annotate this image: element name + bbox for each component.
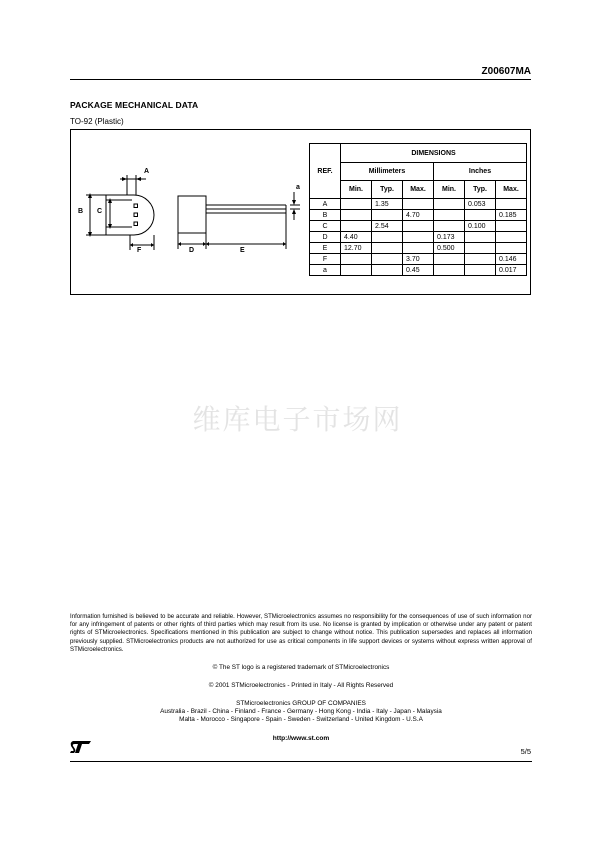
website-link[interactable]: http://www.st.com <box>272 735 330 742</box>
value-cell: 0.053 <box>465 199 496 210</box>
table-row <box>310 199 527 210</box>
value-cell <box>403 232 434 243</box>
trademark-note: © The ST logo is a registered trademark of STMicroelectronics <box>212 664 390 671</box>
value-cell <box>372 265 403 276</box>
value-cell <box>341 210 372 221</box>
value-cell <box>465 210 496 221</box>
country-list-2: Malta - Morocco - Singapore - Spain - Sweden - Switzerland - United Kingdom - U.S.A <box>179 716 423 723</box>
millimeters-header: Millimeters <box>341 163 434 181</box>
dim-label-b: B <box>78 208 84 215</box>
ref-cell: C <box>310 221 341 232</box>
value-cell <box>341 265 372 276</box>
value-cell: 1.35 <box>372 199 403 210</box>
table-row <box>310 232 527 243</box>
dim-label-a-upper: A <box>144 168 150 175</box>
dim-label-d: D <box>189 247 195 254</box>
value-cell: 0.146 <box>496 254 527 265</box>
section-title: PACKAGE MECHANICAL DATA <box>70 100 199 110</box>
value-cell: 3.70 <box>403 254 434 265</box>
value-cell: 4.40 <box>341 232 372 243</box>
dimensions-header: DIMENSIONS <box>341 144 527 163</box>
value-cell: 0.45 <box>403 265 434 276</box>
value-cell <box>465 254 496 265</box>
value-cell <box>403 243 434 254</box>
header-rule <box>70 79 531 80</box>
value-cell: 2.54 <box>372 221 403 232</box>
value-cell <box>403 199 434 210</box>
value-cell: 0.500 <box>434 243 465 254</box>
value-cell <box>372 254 403 265</box>
ref-cell: a <box>310 265 341 276</box>
dimensions-table <box>309 143 527 276</box>
table-row <box>310 210 527 221</box>
value-cell <box>434 254 465 265</box>
legal-disclaimer: Information furnished is believed to be accurate and reliable. However, STMicroelectronics assumes no responsibility for the consequences of use of such information nor for any infringement of patents or other rights of third parties which may result from its use. No license is granted by implication or otherwise under any patent or patent rights of STMicroelectronics. Specifications mentioned in this publication are subject to change without notice. This publication supersedes and replaces all information previously supplied. STMicroelectronics products are not authorized for use as critical components in life support devices or systems without express written approval of STMicroelectronics. <box>70 613 532 653</box>
footer-rule <box>70 761 532 762</box>
value-cell: 0.100 <box>465 221 496 232</box>
value-cell <box>496 232 527 243</box>
value-cell <box>341 221 372 232</box>
copyright-note: © 2001 STMicroelectronics - Printed in Italy - All Rights Reserved <box>208 682 394 689</box>
watermark: 维库电子市场网 <box>192 403 403 436</box>
value-cell <box>434 199 465 210</box>
table-row <box>310 254 527 265</box>
value-cell: 12.70 <box>341 243 372 254</box>
value-cell: 0.173 <box>434 232 465 243</box>
value-cell <box>465 243 496 254</box>
value-cell <box>434 221 465 232</box>
inches-header: Inches <box>434 163 527 181</box>
value-cell <box>372 210 403 221</box>
group-name: STMicroelectronics GROUP OF COMPANIES <box>236 700 366 707</box>
dim-label-e: E <box>240 247 245 254</box>
subheader-cell: Typ. <box>465 181 496 199</box>
dim-label-f: F <box>137 247 142 254</box>
package-name: TO-92 (Plastic) <box>70 117 124 126</box>
ref-cell: B <box>310 210 341 221</box>
value-cell <box>496 199 527 210</box>
value-cell <box>434 210 465 221</box>
value-cell: 0.185 <box>496 210 527 221</box>
value-cell: 4.70 <box>403 210 434 221</box>
table-row <box>310 243 527 254</box>
value-cell <box>465 232 496 243</box>
country-list-1: Australia - Brazil - China - Finland - France - Germany - Hong Kong - India - Italy - Japan - Malaysia <box>160 708 442 715</box>
value-cell <box>341 199 372 210</box>
value-cell <box>341 254 372 265</box>
value-cell <box>465 265 496 276</box>
subheader-cell: Min. <box>434 181 465 199</box>
table-row <box>310 221 527 232</box>
ref-cell: E <box>310 243 341 254</box>
subheader-cell: Max. <box>403 181 434 199</box>
document-code: Z00607MA <box>481 66 531 77</box>
page-number: 5/5 <box>520 747 531 756</box>
ref-header: REF. <box>310 144 341 199</box>
value-cell <box>434 265 465 276</box>
subheader-cell: Max. <box>496 181 527 199</box>
value-cell: 0.017 <box>496 265 527 276</box>
ref-cell: F <box>310 254 341 265</box>
value-cell <box>496 243 527 254</box>
dim-label-c: C <box>97 208 103 215</box>
value-cell <box>496 221 527 232</box>
value-cell <box>403 221 434 232</box>
st-logo-icon <box>70 740 92 754</box>
ref-cell: D <box>310 232 341 243</box>
value-cell <box>372 232 403 243</box>
table-row <box>310 265 527 276</box>
subheader-cell: Min. <box>341 181 372 199</box>
value-cell <box>372 243 403 254</box>
dim-label-a-lower: a <box>296 184 300 191</box>
ref-cell: A <box>310 199 341 210</box>
subheader-cell: Typ. <box>372 181 403 199</box>
